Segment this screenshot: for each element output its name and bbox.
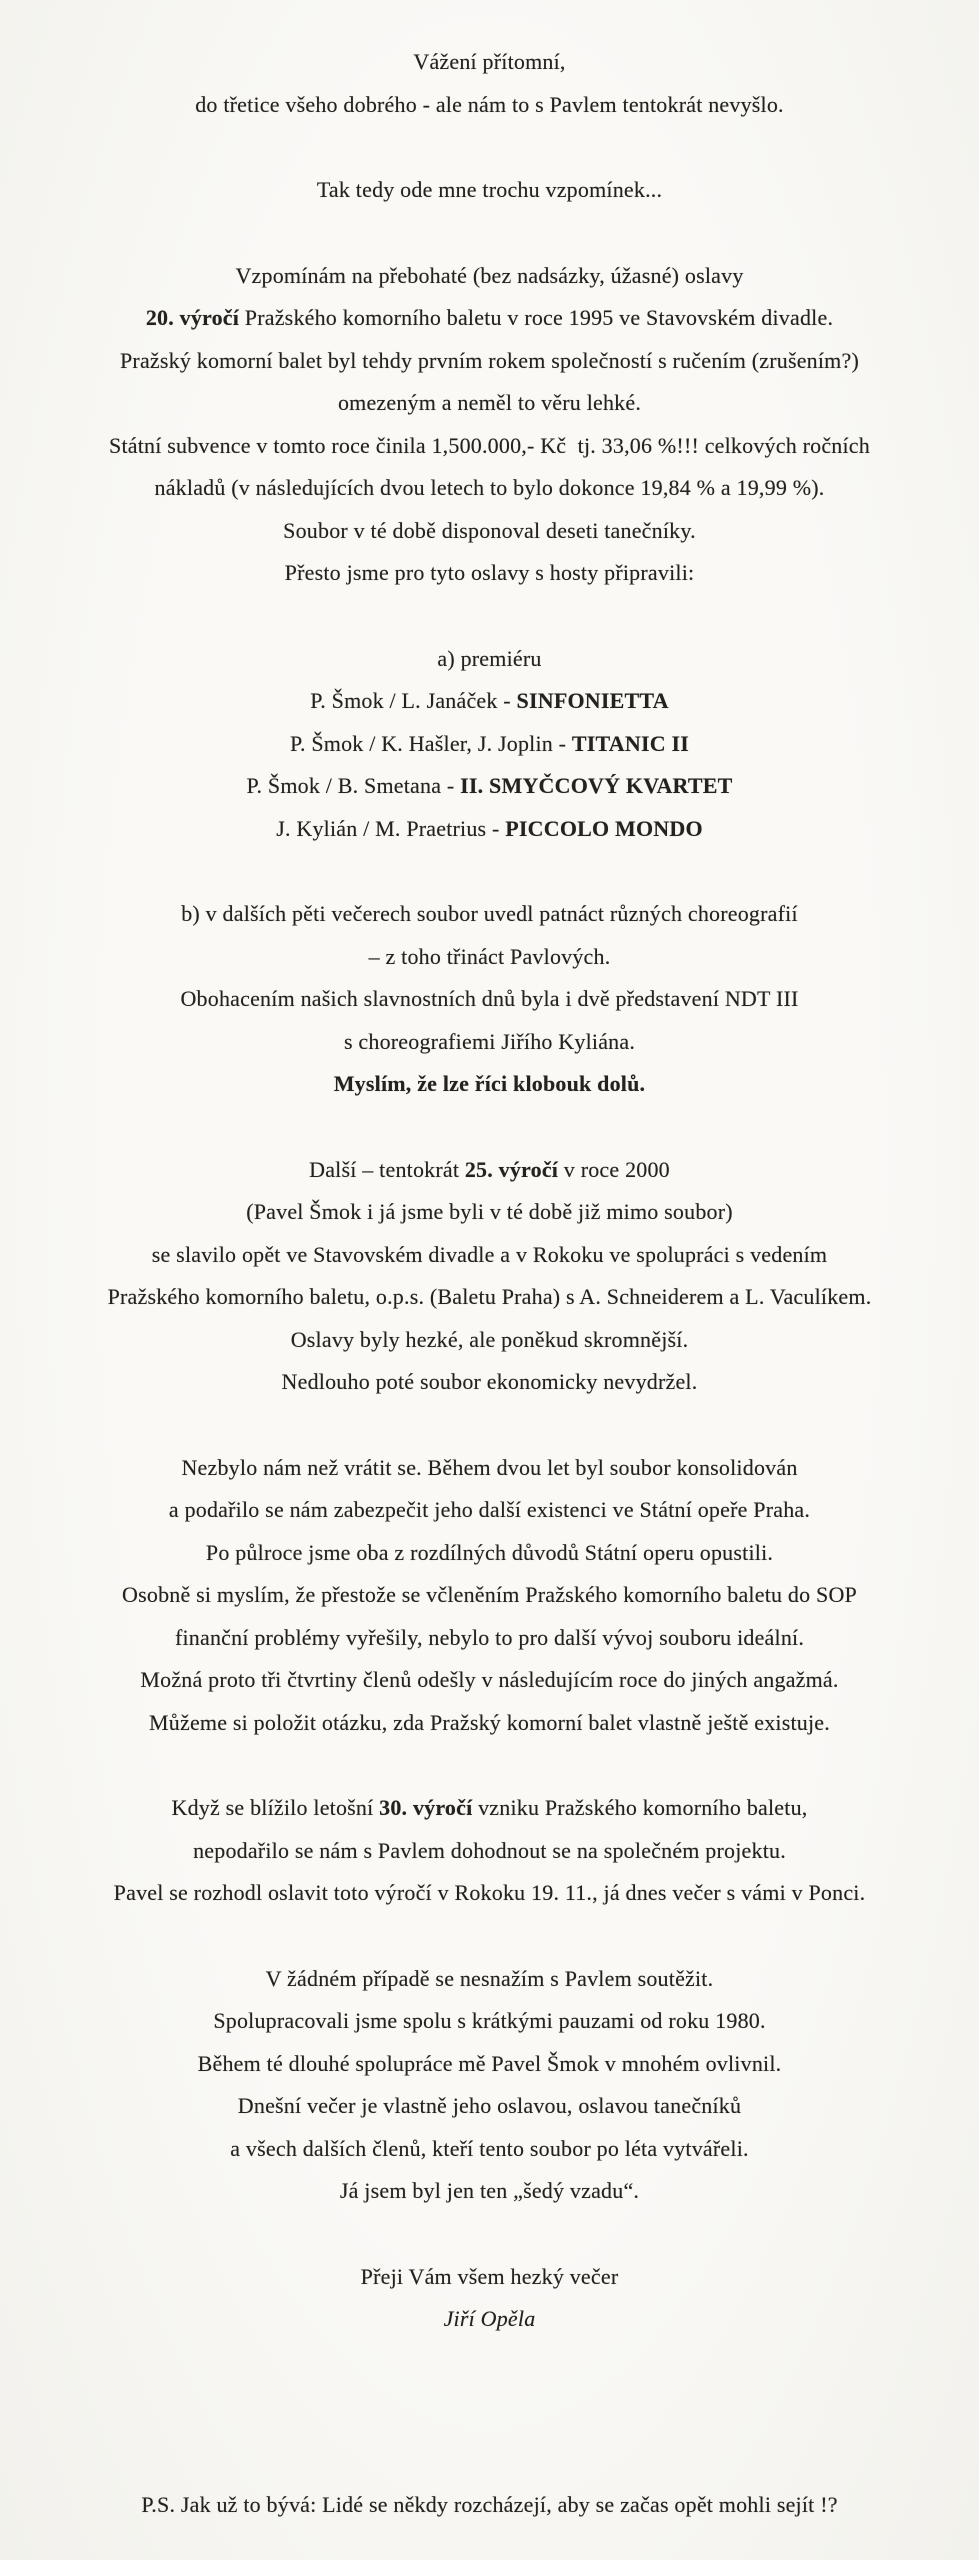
- text-line: [25, 255, 954, 298]
- text-line: [25, 84, 954, 127]
- text-segment: Oslavy byly hezké, ale poněkud skromnější.: [290, 1326, 689, 1352]
- text-segment: Můžeme si položit otázku, zda Pražský komorní balet vlastně ještě existuje.: [149, 1709, 830, 1735]
- paragraph-further-evenings: [25, 893, 954, 1106]
- text-segment: a) premiéru: [437, 645, 542, 671]
- text-segment: Spolupracovali jsme spolu s krátkými pauzami od roku 1980.: [213, 2008, 766, 2033]
- text-segment: Po půlroce jsme oba z rozdílných důvodů Státní operu opustili.: [205, 1539, 774, 1565]
- text-line: [25, 765, 954, 808]
- text-line: [25, 1191, 954, 1234]
- text-line: [25, 41, 954, 84]
- text-line: [25, 1958, 954, 2001]
- text-segment: omezeným a neměl to věru lehké.: [337, 390, 642, 415]
- text-line: [25, 552, 954, 595]
- text-line: [25, 2298, 954, 2341]
- text-segment: Státní subvence v tomto roce činila 1,500.000,- Kč tj. 33,06 %!!! celkových ročních: [109, 432, 870, 458]
- text-segment: Vážení přítomní,: [413, 49, 566, 74]
- text-segment: s choreografiemi Jiřího Kyliána.: [343, 1028, 636, 1054]
- text-line: [25, 510, 954, 553]
- text-line: [25, 1489, 954, 1532]
- text-segment: se slavilo opět ve Stavovském divadle a v Rokoku ve spolupráci s vedením: [151, 1241, 828, 1267]
- paragraph-return-and-sop: [25, 1447, 954, 1745]
- text-line: [25, 340, 954, 383]
- paragraph-intro: [25, 169, 954, 212]
- text-segment: P. Šmok / L. Janáček -: [310, 688, 517, 713]
- text-line: [25, 2170, 954, 2213]
- text-line: [25, 297, 954, 340]
- text-segment: Možná proto tři čtvrtiny členů odešly v následujícím roce do jiných angažmá.: [140, 1667, 839, 1692]
- bold-text: 30. výročí: [379, 1795, 473, 1820]
- text-segment: P.S. Jak už to bývá: Lidé se někdy rozcházejí, aby se začas opět mohli sejít !?: [141, 2491, 838, 2517]
- text-line: [25, 1361, 954, 1404]
- text-line: [25, 936, 954, 979]
- bold-text: II. SMYČCOVÝ KVARTET: [460, 773, 733, 798]
- text-segment: P. Šmok / K. Hašler, J. Joplin -: [289, 730, 572, 756]
- bold-text: TITANIC II: [571, 730, 690, 756]
- text-segment: a všech dalších členů, kteří tento soubor po léta vytvářeli.: [230, 2135, 749, 2161]
- text-segment: do třetice všeho dobrého - ale nám to s Pavlem tentokrát nevyšlo.: [195, 91, 784, 117]
- text-segment: Tak tedy ode mne trochu vzpomínek...: [316, 177, 663, 202]
- text-line: [25, 680, 954, 723]
- bold-text: Myslím, že lze říci klobouk dolů.: [333, 1071, 646, 1096]
- text-line: [25, 1149, 954, 1192]
- text-line: [25, 1787, 954, 1830]
- text-line: [25, 382, 954, 425]
- text-segment: (Pavel Šmok i já jsme byli v té době již mimo soubor): [246, 1199, 733, 1224]
- text-segment: Osobně si myslím, že přestože se včleněním Pražského komorního baletu do SOP: [122, 1582, 857, 1607]
- text-segment: Pražského komorního baletu v roce 1995 ve Stavovském divadle.: [239, 305, 834, 330]
- text-segment: Nezbylo nám než vrátit se. Během dvou let byl soubor konsolidován: [181, 1454, 798, 1480]
- text-segment: Když se blížilo letošní: [171, 1795, 380, 1820]
- text-line: [25, 425, 954, 468]
- text-line: [25, 1872, 954, 1915]
- paragraph-no-competition: [25, 1958, 954, 2213]
- text-line: [25, 1830, 954, 1873]
- text-line: [25, 723, 954, 766]
- text-segment: Během té dlouhé spolupráce mě Pavel Šmok v mnohém ovlivnil.: [197, 2050, 782, 2076]
- text-line: [25, 467, 954, 510]
- text-line: [25, 638, 954, 681]
- text-segment: Přeji Vám všem hezký večer: [360, 2263, 619, 2289]
- text-line: [25, 1617, 954, 1660]
- text-line: [25, 1234, 954, 1277]
- bold-text: SINFONIETTA: [516, 688, 669, 713]
- text-line: [25, 1447, 954, 1490]
- text-line: [25, 978, 954, 1021]
- text-segment: Obohacením našich slavnostních dnů byla i dvě představení NDT III: [180, 986, 799, 1011]
- text-segment: Pavel se rozhodl oslavit toto výročí v Rokoku 19. 11., já dnes večer s vámi v Ponci.: [113, 1880, 866, 1905]
- text-line: [25, 2128, 954, 2171]
- text-line: [25, 1021, 954, 1064]
- text-line: [25, 1574, 954, 1617]
- bold-text: PICCOLO MONDO: [505, 815, 703, 841]
- text-line: [25, 2256, 954, 2299]
- text-segment: – z toho třináct Pavlových.: [368, 943, 611, 969]
- text-segment: Vzpomínám na přebohaté (bez nadsázky, úžasné) oslavy: [235, 262, 744, 288]
- bold-text: 25. výročí: [464, 1156, 559, 1182]
- text-segment: Soubor v té době disponoval deseti tanečníky.: [283, 517, 696, 543]
- text-segment: vzniku Pražského komorního baletu,: [472, 1795, 808, 1820]
- paragraph-premieres: [25, 638, 954, 851]
- text-segment: Já jsem byl jen ten „šedý vzadu“.: [339, 2178, 640, 2203]
- text-segment: b) v dalších pěti večerech soubor uvedl patnáct různých choreografií: [181, 901, 798, 926]
- text-segment: Pražský komorní balet byl tehdy prvním rokem společností s ručením (zrušením?): [120, 347, 859, 373]
- paragraph-anniversary-30: [25, 1787, 954, 1915]
- text-segment: nákladů (v následujících dvou letech to bylo dokonce 19,84 % a 19,99 %).: [154, 475, 825, 500]
- text-segment: Přesto jsme pro tyto oslavy s hosty připravili:: [284, 560, 695, 585]
- text-line: [25, 2085, 954, 2128]
- italic-signature-text: Jiří Opěla: [443, 2306, 536, 2331]
- text-line: [25, 1532, 954, 1575]
- text-line: [25, 808, 954, 851]
- text-segment: J. Kylián / M. Praetrius -: [276, 815, 506, 841]
- text-segment: finanční problémy vyřešily, nebylo to pro další vývoj souboru ideální.: [174, 1624, 805, 1650]
- paragraph-postscript: [25, 2484, 954, 2527]
- text-line: [25, 169, 954, 212]
- text-line: [25, 1276, 954, 1319]
- paragraph-salutation: [25, 41, 954, 126]
- text-segment: v roce 2000: [558, 1156, 670, 1182]
- bold-text: 20. výročí: [145, 305, 240, 330]
- paragraph-anniversary-25: [25, 1149, 954, 1404]
- paragraph-anniversary-20: [25, 255, 954, 595]
- text-segment: Nedlouho poté soubor ekonomicky nevydržel.: [281, 1369, 698, 1394]
- text-line: [25, 893, 954, 936]
- text-line: [25, 2484, 954, 2527]
- text-segment: V žádném případě se nesnažím s Pavlem soutěžit.: [265, 1965, 714, 1991]
- text-line: [25, 1702, 954, 1745]
- text-line: [25, 1659, 954, 1702]
- text-segment: Další – tentokrát: [309, 1156, 465, 1182]
- text-line: [25, 1063, 954, 1106]
- text-segment: Dnešní večer je vlastně jeho oslavou, oslavou tanečníků: [237, 2093, 742, 2118]
- text-line: [25, 1319, 954, 1362]
- text-segment: P. Šmok / B. Smetana -: [246, 773, 461, 798]
- paragraph-closing-wish: [25, 2256, 954, 2341]
- text-line: [25, 2000, 954, 2043]
- text-segment: Pražského komorního baletu, o.p.s. (Baletu Praha) s A. Schneiderem a L. Vaculíkem.: [107, 1284, 872, 1309]
- text-segment: nepodařilo se nám s Pavlem dohodnout se na společném projektu.: [193, 1837, 786, 1863]
- text-segment: a podařilo se nám zabezpečit jeho další existenci ve Státní opeře Praha.: [168, 1497, 811, 1522]
- text-line: [25, 2043, 954, 2086]
